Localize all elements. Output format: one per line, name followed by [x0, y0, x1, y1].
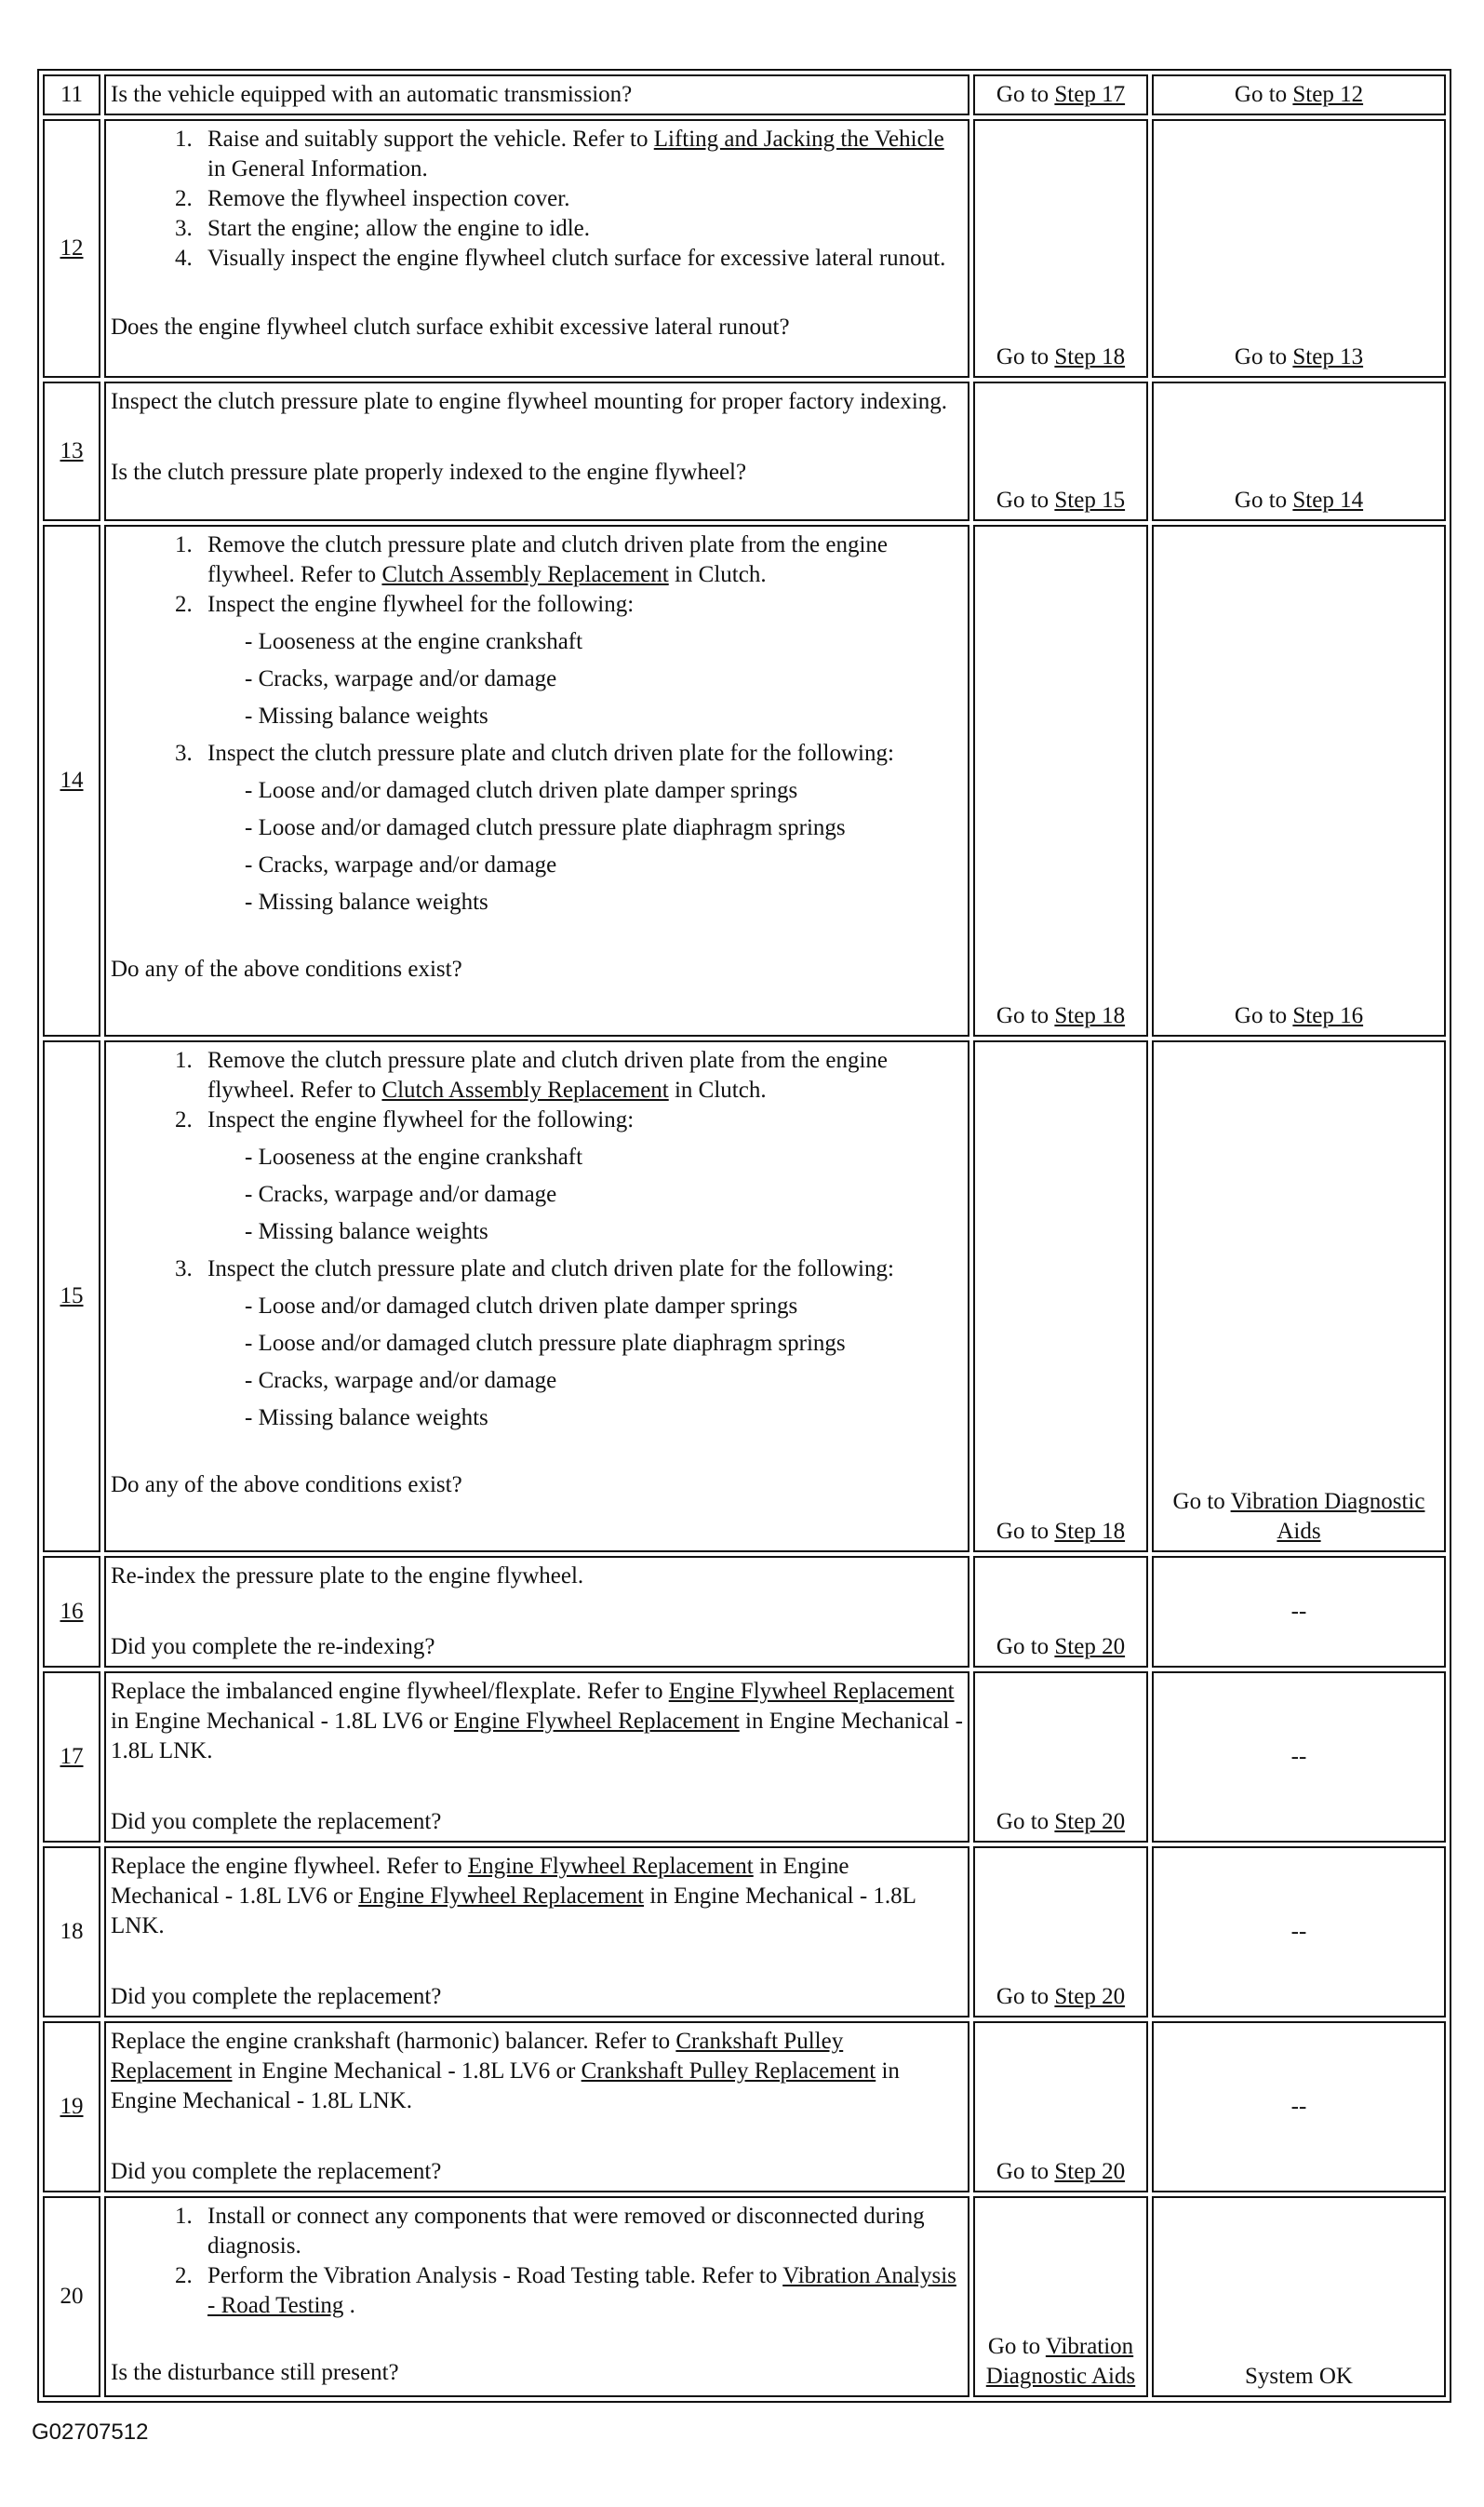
- step-link[interactable]: 14: [60, 768, 84, 793]
- no-link[interactable]: Vibration Diagnostic Aids: [1230, 1489, 1425, 1544]
- yes-link[interactable]: Step 18: [1054, 1519, 1126, 1544]
- reference-link[interactable]: Engine Flywheel Replacement: [358, 1884, 644, 1909]
- step-question: Do any of the above conditions exist?: [111, 957, 462, 982]
- list-item: - Loose and/or damaged clutch pressure plate diaphragm springs: [245, 1329, 963, 1359]
- reference-link[interactable]: Crankshaft Pulley Replacement: [111, 2029, 844, 2084]
- procedure-text: in General Information.: [207, 156, 428, 181]
- action-text: [111, 1677, 963, 1766]
- yes-link[interactable]: Step 17: [1054, 82, 1126, 107]
- table-row-step-14: [43, 525, 1446, 1037]
- step-link[interactable]: 15: [60, 1283, 84, 1308]
- list-item: - Looseness at the engine crankshaft: [245, 1143, 963, 1173]
- step-number: [43, 525, 100, 1037]
- step-question: Do any of the above conditions exist?: [111, 1472, 462, 1497]
- figure-code: G02707512: [32, 2420, 149, 2445]
- yes-prefix: Go to: [987, 2334, 1046, 2359]
- list-item: - Missing balance weights: [245, 702, 963, 731]
- step-number: [43, 1671, 100, 1843]
- step-action: [104, 1671, 969, 1843]
- procedure-step: [198, 2261, 963, 2321]
- action-text: [111, 2027, 963, 2116]
- step-link[interactable]: 12: [60, 235, 84, 261]
- procedure-text: in Clutch.: [668, 1078, 767, 1103]
- action-text-part: in Engine Mechanical - 1.8L LNK.: [111, 1709, 963, 1763]
- procedure-text: Inspect the clutch pressure plate and clutch driven plate for the following:: [207, 1256, 894, 1281]
- check-list: [207, 627, 963, 731]
- procedure-text: in Clutch.: [668, 562, 767, 587]
- yes-prefix: Go to: [996, 344, 1055, 369]
- reference-link[interactable]: Engine Flywheel Replacement: [668, 1679, 955, 1704]
- step-action: [104, 1556, 969, 1668]
- table-row-step-19: [43, 2021, 1446, 2192]
- procedure-list: [111, 1046, 963, 1433]
- yes-cell: [973, 1040, 1148, 1552]
- reference-link[interactable]: Vibration Analysis - Road Testing: [207, 2263, 956, 2318]
- step-action: [104, 382, 969, 521]
- procedure-step: 3. Start the engine; allow the engine to idle.: [198, 214, 963, 244]
- list-item: - Cracks, warpage and/or damage: [245, 1180, 963, 1210]
- procedure-step: [198, 1254, 963, 1433]
- yes-cell: [973, 119, 1148, 378]
- list-item: - Cracks, warpage and/or damage: [245, 664, 963, 694]
- no-cell: [1152, 1040, 1446, 1552]
- step-number: [43, 382, 100, 521]
- step-action: [104, 1040, 969, 1552]
- yes-link[interactable]: Step 20: [1054, 1634, 1126, 1659]
- step-action: [104, 1846, 969, 2018]
- step-question: Did you complete the replacement?: [111, 1984, 442, 2009]
- list-item: - Missing balance weights: [245, 1217, 963, 1247]
- yes-cell: [973, 382, 1148, 521]
- no-link[interactable]: Step 16: [1292, 1003, 1364, 1028]
- step-action: [104, 2021, 969, 2192]
- table-row-step-11: [43, 74, 1446, 115]
- procedure-text: Raise and suitably support the vehicle. Refer to: [207, 127, 654, 152]
- procedure-list: [111, 530, 963, 918]
- action-text: [111, 1852, 963, 1941]
- action-text-part: Replace the imbalanced engine flywheel/flexplate. Refer to: [111, 1679, 669, 1704]
- yes-link[interactable]: Step 20: [1054, 1809, 1126, 1834]
- no-cell: --: [1152, 1846, 1446, 2018]
- reference-link[interactable]: Engine Flywheel Replacement: [453, 1709, 740, 1734]
- list-item: - Cracks, warpage and/or damage: [245, 851, 963, 880]
- step-action: [104, 2196, 969, 2397]
- action-text-part: in Engine Mechanical - 1.8L LV6 or: [111, 1709, 454, 1734]
- procedure-text: Inspect the clutch pressure plate and clutch driven plate for the following:: [207, 741, 894, 766]
- no-cell: --: [1152, 2021, 1446, 2192]
- action-text-part: in Engine Mechanical - 1.8L LNK.: [111, 2058, 900, 2113]
- yes-cell: [973, 2196, 1148, 2397]
- table-row-step-13: [43, 382, 1446, 521]
- table-row-step-12: [43, 119, 1446, 378]
- action-text: Inspect the clutch pressure plate to engine flywheel mounting for proper factory indexing.: [111, 389, 948, 414]
- step-action: [104, 119, 969, 378]
- reference-link[interactable]: Clutch Assembly Replacement: [381, 562, 669, 587]
- step-link[interactable]: 13: [60, 438, 84, 463]
- procedure-text: Inspect the engine flywheel for the following:: [207, 1107, 635, 1133]
- action-text-part: in Engine Mechanical - 1.8L LV6 or: [111, 1854, 849, 1909]
- no-cell: [1152, 525, 1446, 1037]
- reference-link[interactable]: Crankshaft Pulley Replacement: [581, 2058, 876, 2084]
- procedure-step: [198, 1106, 963, 1247]
- yes-link[interactable]: Step 20: [1054, 1984, 1126, 2009]
- action-text: Re-index the pressure plate to the engine flywheel.: [111, 1563, 584, 1589]
- yes-cell: [973, 74, 1148, 115]
- list-item: - Missing balance weights: [245, 888, 963, 918]
- procedure-step: 2. Remove the flywheel inspection cover.: [198, 184, 963, 214]
- procedure-text: Remove the clutch pressure plate and clutch driven plate from the engine flywheel. Refer to: [207, 532, 888, 587]
- step-question: Did you complete the re-indexing?: [111, 1634, 435, 1659]
- yes-cell: [973, 1671, 1148, 1843]
- action-text: Is the vehicle equipped with an automatic transmission?: [111, 82, 633, 107]
- step-question: Did you complete the replacement?: [111, 1809, 442, 1834]
- yes-cell: [973, 2021, 1148, 2192]
- list-item: - Cracks, warpage and/or damage: [245, 1366, 963, 1396]
- procedure-list: [111, 2202, 963, 2321]
- procedure-step: 1. Install or connect any components that were removed or disconnected during diagnosis.: [198, 2202, 963, 2261]
- check-list: [207, 1292, 963, 1433]
- procedure-step: [198, 530, 963, 590]
- yes-prefix: Go to: [996, 2159, 1055, 2184]
- step-number: [43, 2021, 100, 2192]
- list-item: - Loose and/or damaged clutch pressure plate diaphragm springs: [245, 813, 963, 843]
- table-row-step-16: [43, 1556, 1446, 1668]
- step-number: 20: [43, 2196, 100, 2397]
- table-row-step-15: [43, 1040, 1446, 1552]
- no-prefix: Go to: [1234, 344, 1293, 369]
- action-text-part: in Engine Mechanical - 1.8L LNK.: [111, 1884, 916, 1938]
- yes-link[interactable]: Step 20: [1054, 2159, 1126, 2184]
- list-item: - Looseness at the engine crankshaft: [245, 627, 963, 657]
- check-list: [207, 776, 963, 918]
- no-link[interactable]: Step 12: [1292, 82, 1364, 107]
- yes-link[interactable]: Vibration Diagnostic Aids: [985, 2334, 1136, 2389]
- procedure-step: [198, 1046, 963, 1106]
- action-text-part: Replace the engine crankshaft (harmonic) balancer. Refer to: [111, 2029, 676, 2054]
- no-cell: [1152, 119, 1446, 378]
- no-link[interactable]: Step 13: [1292, 344, 1364, 369]
- reference-link[interactable]: Clutch Assembly Replacement: [381, 1078, 669, 1103]
- yes-prefix: Go to: [996, 1984, 1055, 2009]
- list-item: - Missing balance weights: [245, 1403, 963, 1433]
- action-text-part: in Engine Mechanical - 1.8L LV6 or: [232, 2058, 582, 2084]
- no-prefix: Go to: [1234, 488, 1293, 513]
- yes-prefix: Go to: [996, 1519, 1055, 1544]
- no-prefix: Go to: [1234, 1003, 1293, 1028]
- step-number: [43, 1556, 100, 1668]
- step-action: [104, 74, 969, 115]
- step-question: Is the clutch pressure plate properly indexed to the engine flywheel?: [111, 460, 747, 485]
- procedure-step: [198, 590, 963, 731]
- procedure-list: [111, 125, 963, 274]
- yes-prefix: Go to: [996, 1003, 1055, 1028]
- step-question: Does the engine flywheel clutch surface exhibit excessive lateral runout?: [111, 315, 790, 340]
- step-number: [43, 119, 100, 378]
- step-question: Is the disturbance still present?: [111, 2360, 399, 2385]
- yes-prefix: Go to: [996, 488, 1055, 513]
- procedure-text: Perform the Vibration Analysis - Road Testing table. Refer to: [207, 2263, 783, 2288]
- step-link[interactable]: 17: [60, 1744, 84, 1769]
- yes-cell: [973, 1846, 1148, 2018]
- list-item: - Loose and/or damaged clutch driven plate damper springs: [245, 1292, 963, 1321]
- no-cell: System OK: [1152, 2196, 1446, 2397]
- reference-link[interactable]: Lifting and Jacking the Vehicle: [653, 127, 944, 152]
- no-cell: [1152, 382, 1446, 521]
- step-link[interactable]: 19: [60, 2094, 84, 2119]
- yes-link[interactable]: Step 18: [1054, 1003, 1126, 1028]
- procedure-text: Remove the clutch pressure plate and clutch driven plate from the engine flywheel. Refer to: [207, 1048, 888, 1103]
- no-prefix: Go to: [1234, 82, 1293, 107]
- yes-prefix: Go to: [996, 1809, 1055, 1834]
- step-link[interactable]: 16: [60, 1599, 84, 1624]
- step-number: 18: [43, 1846, 100, 2018]
- yes-cell: [973, 525, 1148, 1037]
- procedure-text: Inspect the engine flywheel for the following:: [207, 592, 635, 617]
- step-question: Did you complete the replacement?: [111, 2159, 442, 2184]
- yes-prefix: Go to: [996, 82, 1055, 107]
- no-cell: --: [1152, 1671, 1446, 1843]
- step-number: 11: [43, 74, 100, 115]
- table-row-step-18: [43, 1846, 1446, 2018]
- yes-link[interactable]: Step 18: [1054, 344, 1126, 369]
- no-cell: --: [1152, 1556, 1446, 1668]
- step-action: [104, 525, 969, 1037]
- no-link[interactable]: Step 14: [1292, 488, 1364, 513]
- no-cell: [1152, 74, 1446, 115]
- procedure-step: 4. Visually inspect the engine flywheel clutch surface for excessive lateral runout.: [198, 244, 963, 274]
- table-row-step-17: [43, 1671, 1446, 1843]
- reference-link[interactable]: Engine Flywheel Replacement: [467, 1854, 754, 1879]
- action-text-part: Replace the engine flywheel. Refer to: [111, 1854, 468, 1879]
- check-list: [207, 1143, 963, 1247]
- table-row-step-20: [43, 2196, 1446, 2397]
- yes-link[interactable]: Step 15: [1054, 488, 1126, 513]
- procedure-step: [198, 739, 963, 918]
- procedure-step: [198, 125, 963, 184]
- yes-cell: [973, 1556, 1148, 1668]
- no-prefix: Go to: [1172, 1489, 1231, 1514]
- list-item: - Loose and/or damaged clutch driven plate damper springs: [245, 776, 963, 806]
- yes-prefix: Go to: [996, 1634, 1055, 1659]
- diagnostic-table: [37, 69, 1451, 2403]
- step-number: [43, 1040, 100, 1552]
- procedure-text: .: [343, 2293, 355, 2318]
